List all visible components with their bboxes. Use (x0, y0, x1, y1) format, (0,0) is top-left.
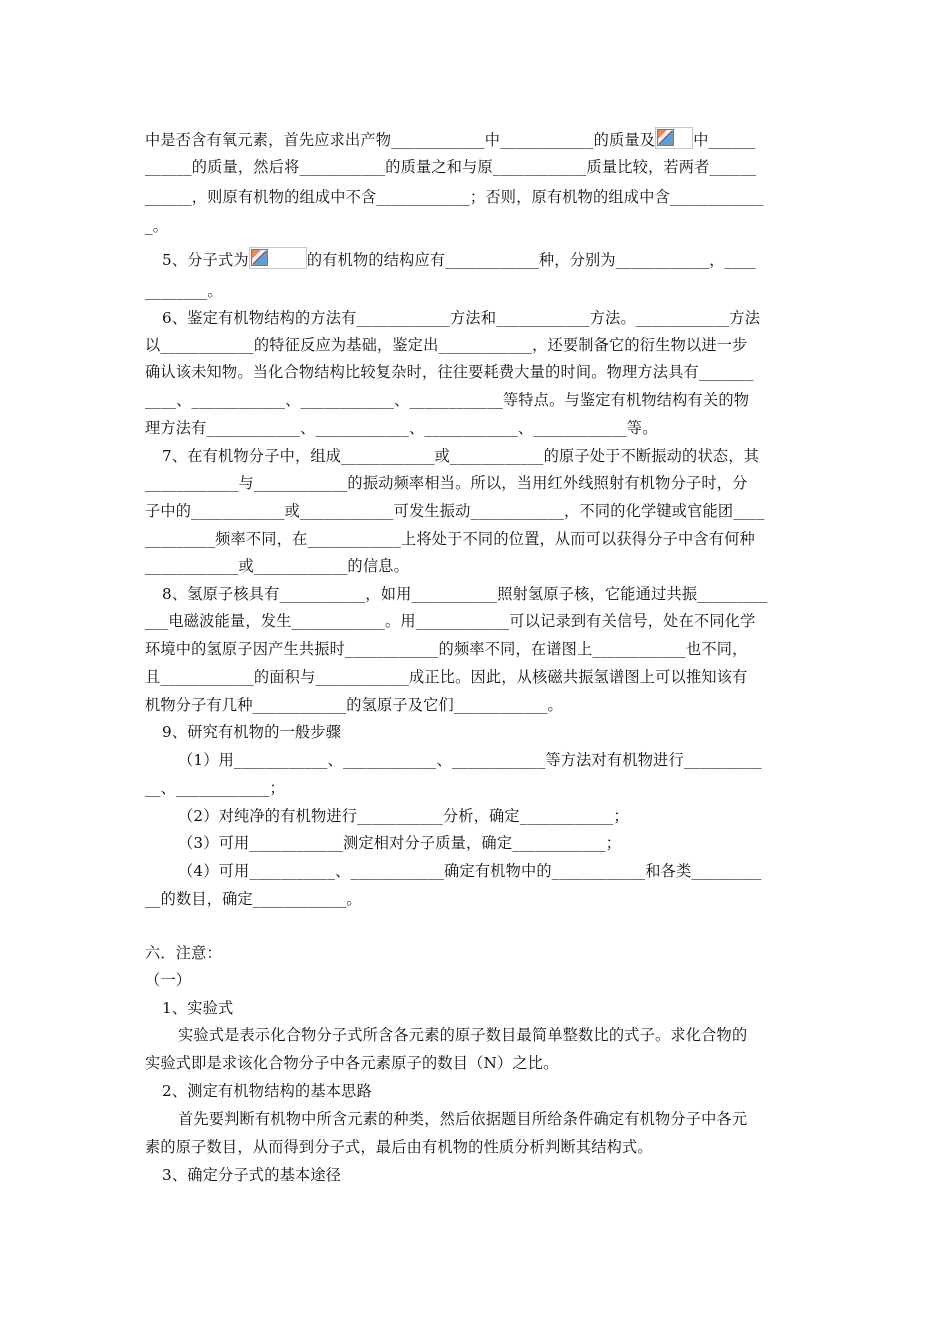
item-heading: 2、测定有机物结构的基本思路 (162, 1082, 372, 1100)
text-line: ______，则原有机物的组成中不含____________；否则，原有机物的组成中含____________ (145, 188, 764, 206)
text-line: 且____________的面积与____________成正比。因此，从核磁共振氢谱图上可以推知该有 (145, 668, 748, 686)
text-line: （3）可用____________测定相对分子质量，确定____________； (178, 834, 622, 852)
text-line: 9、研究有机物的一般步骤 (162, 723, 342, 741)
text-line: 理方法有____________、____________、____________、____________等。 (145, 419, 658, 437)
text-line: ___电磁波能量，发生____________。用____________可以记录到有关信号，处在不同化学 (145, 612, 756, 630)
text-line: _________频率不同，在____________上将处于不同的位置，从而可以获得分子中含有何种 (145, 530, 755, 548)
text-line: __的数目，确定____________。 (145, 890, 362, 908)
text-line: 确认该未知物。当化合物结构比较复杂时，往往要耗费大量的时间。物理方法具有_______ (145, 363, 754, 381)
text-line: 首先要判断有机物中所含元素的种类，然后依据题目所给条件确定有机物分子中各元 (178, 1110, 748, 1128)
text-line: （2）对纯净的有机物进行___________分析，确定____________； (178, 807, 629, 825)
formula-image-icon (655, 127, 693, 149)
text-line: 中是否含有氧元素，首先应求出产物____________中____________的质量及 中______ (145, 127, 755, 150)
text-line: ________。 (145, 282, 223, 300)
text-line: __、____________； (145, 779, 285, 797)
text-line: 机物分子有几种____________的氢原子及它们____________。 (145, 696, 563, 714)
text-line: 素的原子数目，从而得到分子式，最后由有机物的性质分析判断其结构式。 (145, 1138, 653, 1156)
text-line: ____、____________、____________、____________等特点。与鉴定有机物结构有关的物 (145, 391, 750, 409)
text-line: 实验式是表示化合物分子式所含各元素的原子数目最简单整数比的式子。求化合物的 (178, 1026, 748, 1044)
item-heading: 3、确定分子式的基本途径 (162, 1166, 342, 1184)
text-line: ______的质量，然后将___________的质量之和与原____________质量比较，若两者______ (145, 158, 757, 176)
text-line: ____________与____________的振动频率相当。所以，当用红外线照射有机物分子时，分 (145, 474, 748, 492)
text-line: （4）可用___________、____________确定有机物中的____________和各类_________ (178, 862, 762, 880)
text-line: 子中的____________或____________可发生振动____________，不同的化学键或官能团____ (145, 502, 765, 520)
text-line: 以____________的特征反应为基础，鉴定出____________，还要制备它的衍生物以进一步 (145, 336, 748, 354)
text-line: ____________或____________的信息。 (145, 557, 409, 575)
text-line: 5、分子式为 的有机物的结构应有____________种，分别为____________，____ (162, 247, 756, 270)
formula-image-icon (249, 247, 307, 269)
text-line: 环境中的氢原子因产生共振时____________的频率不同，在谱图上____________也不同， (145, 640, 748, 658)
text-line: 7、在有机物分子中，组成____________或____________的原子处于不断振动的状态，其 (162, 447, 759, 465)
text-line: 8、氢原子核具有___________，如用___________照射氢原子核，它能通过共振_________ (162, 585, 768, 603)
section-heading: 六．注意： (145, 944, 222, 962)
text-line: 6、鉴定有机物结构的方法有____________方法和____________方法。____________方法 (162, 309, 761, 327)
text-line: （1）用____________、____________、____________等方法对有机物进行__________ (178, 751, 762, 769)
item-heading: 1、实验式 (162, 999, 234, 1017)
text-line: _。 (145, 217, 169, 235)
subsection-heading: （一） (145, 971, 192, 989)
text-line: 实验式即是求该化合物分子中各元素原子的数目（N）之比。 (145, 1054, 559, 1072)
